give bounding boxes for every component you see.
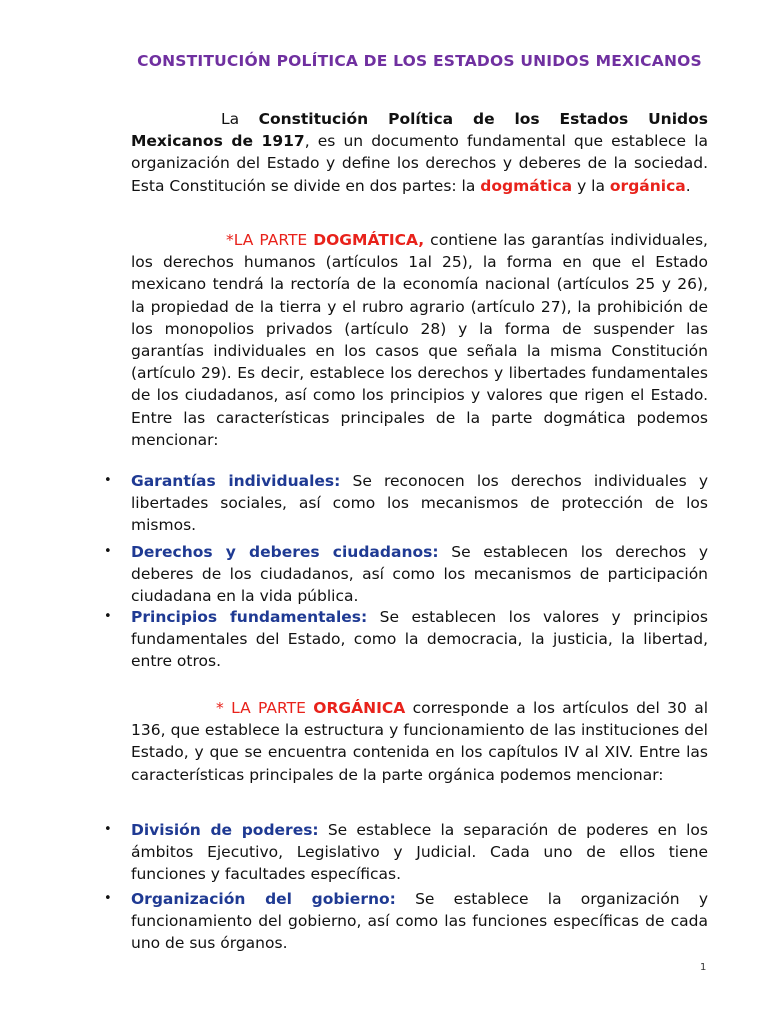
bullet-marker: • [104, 609, 112, 624]
organic-text: corresponde a los artículos del 30 al 136, que establece la estructura y funcionamiento de las instituciones del Estado, y que se encuentra contenida en los capítulos IV al XIV. Entre las características principales de la parte orgánica podemos mencionar: [131, 699, 709, 784]
dogmatic-text: contiene las garantías individuales, los derechos humanos (artículos 1al 25), la forma en que el Estado mexicano tendrá la rectoría de la economía nacional (artículos 25 y 26), la propiedad de la tierra y el rubro agrario (artículo 27), la prohibición de los monopolios privados (artículo 28) y la forma de suspender las garantías individuales en los casos que señala la misma Constitución (artículo 29). Es decir, establece los derechos y libertades fundamentales de los ciudadanos, así como los principios y valores que rigen el Estado. Entre las características principales de la parte dogmática podemos mencionar: [131, 231, 708, 449]
intro-paragraph [131, 108, 708, 197]
dogmatic-lead: *LA PARTE [226, 231, 308, 249]
intro-organica: orgánica [609, 176, 686, 195]
bullet-marker: • [104, 544, 112, 559]
intro-text-1: La [221, 110, 240, 128]
intro-text-3: y la [577, 176, 605, 195]
list-item-term: Organización del gobierno: [131, 890, 396, 908]
page-title: CONSTITUCIÓN POLÍTICA DE LOS ESTADOS UNIDOS MEXICANOS [137, 52, 702, 70]
list-item-term: Garantías individuales: [131, 472, 341, 490]
list-item [131, 470, 708, 537]
intro-dogmatica: dogmática [480, 176, 573, 195]
list-item [131, 606, 708, 673]
list-item-text: Se establecen los derechos y deberes de los ciudadanos, así como los mecanismos de participación ciudadana en la vida pública. [131, 543, 708, 606]
intro-text-2: , es un documento fundamental que establece la organización del Estado y define los derechos y deberes de la sociedad. Esta Constitución se divide en dos partes: la [131, 132, 708, 195]
organic-keyword: ORGÁNICA [313, 699, 406, 717]
list-item-text: Se establecen los valores y principios fundamentales del Estado, como la democracia, la justicia, la libertad, entre otros. [131, 608, 708, 671]
intro-text-4: . [685, 176, 691, 195]
organic-lead: * LA PARTE [216, 699, 306, 717]
list-item-text: Se establece la organización y funcionamiento del gobierno, así como las funciones específicas de cada uno de sus órganos. [131, 890, 709, 953]
intro-bold-name: Constitución Política de los Estados Unidos Mexicanos de 1917 [131, 110, 708, 151]
list-item [131, 888, 708, 955]
dogmatic-paragraph [131, 229, 708, 451]
dogmatic-keyword: DOGMÁTICA, [313, 231, 425, 249]
list-item [131, 541, 708, 608]
list-item-term: Derechos y deberes ciudadanos: [131, 543, 439, 561]
bullet-marker: • [104, 891, 112, 906]
organic-paragraph [131, 697, 708, 786]
list-item-term: Principios fundamentales: [131, 608, 368, 626]
list-item [131, 819, 708, 886]
list-item-text: Se reconocen los derechos individuales y libertades sociales, así como los mecanismos de protección de los mismos. [131, 472, 708, 535]
list-item-text: Se establece la separación de poderes en los ámbitos Ejecutivo, Legislativo y Judicial. Cada uno de ellos tiene funciones y facultades específicas. [131, 821, 708, 884]
page-number: 1 [700, 962, 707, 973]
bullet-marker: • [104, 822, 112, 837]
bullet-marker: • [104, 473, 112, 488]
list-item-term: División de poderes: [131, 821, 319, 839]
